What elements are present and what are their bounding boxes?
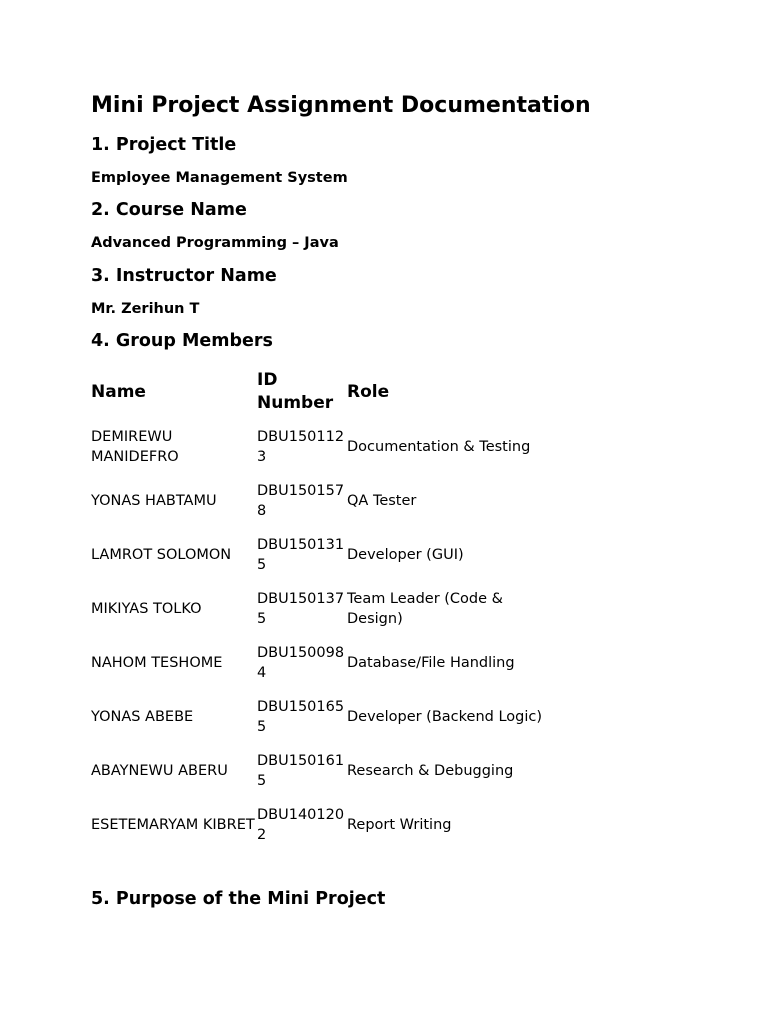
table-row (91, 744, 551, 798)
member-name: YONAS ABEBE (91, 708, 194, 725)
group-members-table (91, 364, 551, 852)
member-id: DBU1501655 (257, 698, 345, 735)
instructor-name-heading: 3. Instructor Name (91, 266, 277, 286)
member-id: DBU1501375 (257, 590, 345, 627)
name-column-header: Name (91, 381, 146, 402)
member-role: Team Leader (Code & Design) (347, 590, 503, 627)
instructor-name-value: Mr. Zerihun T (91, 301, 200, 317)
member-name: ESETEMARYAM KIBRET (91, 816, 255, 833)
project-title-heading: 1. Project Title (91, 135, 237, 155)
table-row (91, 690, 551, 744)
group-members-heading: 4. Group Members (91, 331, 273, 351)
member-name: LAMROT SOLOMON (91, 546, 232, 563)
document-title: Mini Project Assignment Documentation (91, 93, 591, 118)
member-id: DBU1501578 (257, 482, 345, 519)
table-row (91, 528, 551, 582)
role-column-header: Role (347, 381, 390, 402)
project-title-value: Employee Management System (91, 170, 348, 186)
member-id: DBU1500984 (257, 644, 345, 681)
member-role: Report Writing (347, 816, 452, 833)
member-role: Database/File Handling (347, 654, 515, 671)
course-name-value: Advanced Programming – Java (91, 235, 339, 251)
member-role: QA Tester (347, 492, 417, 509)
member-role: Research & Debugging (347, 762, 514, 779)
member-id: DBU1501123 (257, 428, 345, 465)
member-id: DBU1401202 (257, 806, 345, 843)
purpose-heading: 5. Purpose of the Mini Project (91, 889, 386, 909)
member-name: YONAS HABTAMU (91, 492, 217, 509)
member-id: DBU1501315 (257, 536, 345, 573)
member-id: DBU1501615 (257, 752, 345, 789)
member-name: MIKIYAS TOLKO (91, 600, 202, 617)
member-role: Developer (Backend Logic) (347, 708, 543, 725)
table-header-row (91, 364, 551, 420)
member-name: NAHOM TESHOME (91, 654, 223, 671)
member-name: ABAYNEWU ABERU (91, 762, 228, 779)
member-name: DEMIREWU MANIDEFRO (91, 428, 179, 465)
table-row (91, 636, 551, 690)
member-role: Documentation & Testing (347, 438, 531, 455)
id-column-header: ID Number (257, 370, 334, 413)
table-row (91, 474, 551, 528)
table-row (91, 420, 551, 474)
table-row (91, 582, 551, 636)
course-name-heading: 2. Course Name (91, 200, 247, 220)
member-role: Developer (GUI) (347, 546, 464, 563)
table-row (91, 798, 551, 852)
